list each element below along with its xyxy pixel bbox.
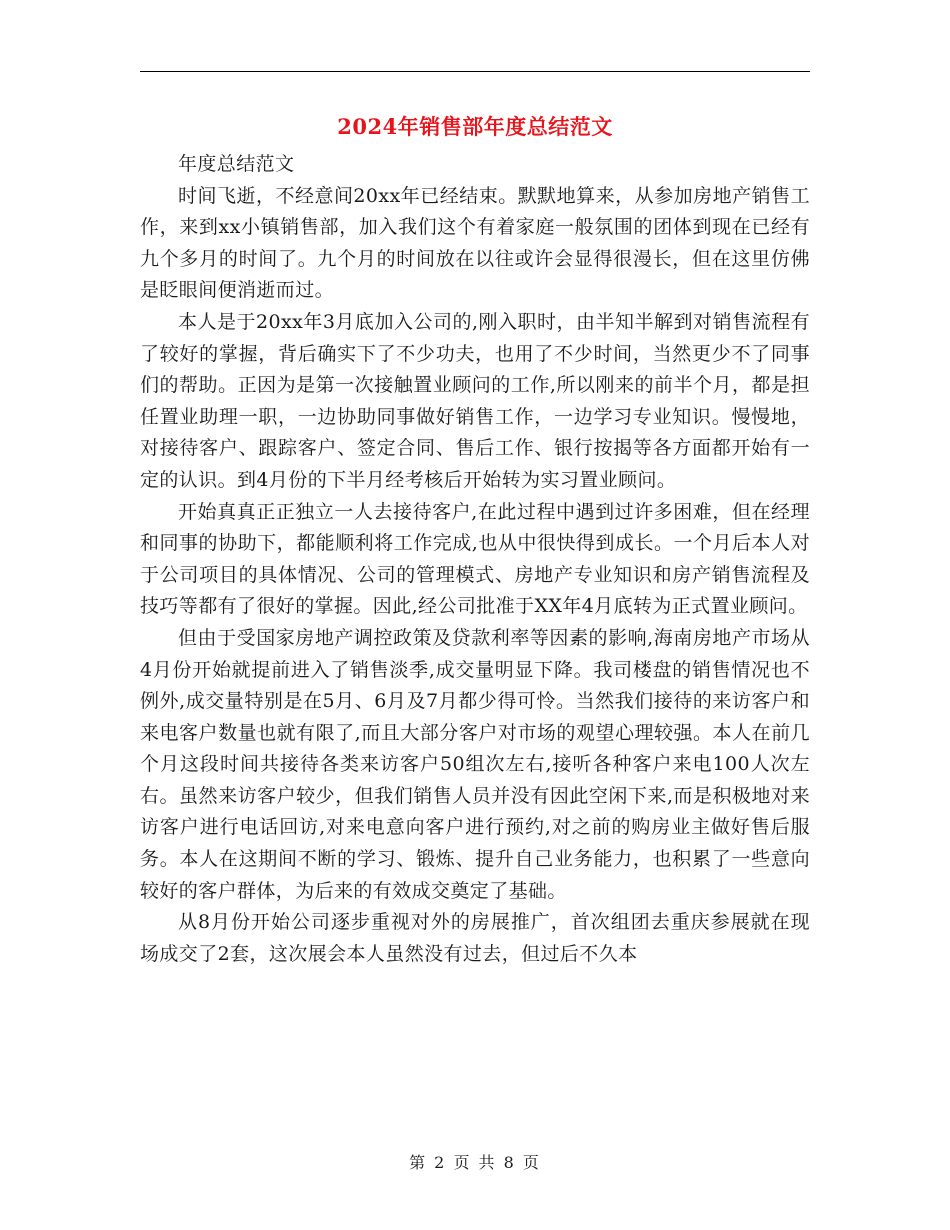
paragraph: 开始真真正正独立一人去接待客户,在此过程中遇到过许多困难，但在经理和同事的协助下，都能顺利将工作完成,也从中很快得到成长。一个月后本人对于公司项目的具体情况、公司的管理模式、房地产专业知识和房产销售流程及技巧等都有了很好的掌握。因此,经公司批准于XX年4月底转为正式置业顾问。 <box>140 500 810 618</box>
document-title: 2024年销售部年度总结范文 <box>337 114 613 139</box>
paragraph: 但由于受国家房地产调控政策及贷款利率等因素的影响,海南房地产市场从4月份开始就提前进入了销售淡季,成交量明显下降。我司楼盘的销售情况也不例外,成交量特别是在5月、6月及7月都少得可怜。当然我们接待的来访客户和来电客户数量也就有限了,而且大部分客户对市场的观望心理较强。本人在前几个月这段时间共接待各类来访客户50组次左右,接听各种客户来电100人次左右。虽然来访客户较少，但我们销售人员并没有因此空闲下来,而是积极地对来访客户进行电话回访,对来电意向客户进行预约,对之前的购房业主做好售后服务。本人在这期间不断的学习、锻炼、提升自己业务能力，也积累了一些意向较好的客户群体，为后来的有效成交奠定了基础。 <box>140 626 810 902</box>
document-body <box>140 149 810 970</box>
page-footer: 第 2 页 共 8 页 <box>409 1153 541 1172</box>
paragraph: 本人是于20xx年3月底加入公司的,刚入职时，由半知半解到对销售流程有了较好的掌握，背后确实下了不少功夫，也用了不少时间，当然更少不了同事们的帮助。正因为是第一次接触置业顾问的工作,所以刚来的前半个月，都是担任置业助理一职，一边协助同事做好销售工作，一边学习专业知识。慢慢地，对接待客户、跟踪客户、签定合同、售后工作、银行按揭等各方面都开始有一定的认识。到4月份的下半月经考核后开始转为实习置业顾问。 <box>140 310 810 491</box>
paragraph: 时间飞逝，不经意间20xx年已经结束。默默地算来，从参加房地产销售工作，来到xx小镇销售部，加入我们这个有着家庭一般氛围的团体到现在已经有九个多月的时间了。九个月的时间放在以往或许会显得很漫长，但在这里仿佛是眨眼间便消逝而过。 <box>140 184 810 302</box>
paragraph: 从8月份开始公司逐步重视对外的房展推广，首次组团去重庆参展就在现场成交了2套，这次展会本人虽然没有过去，但过后不久本 <box>140 911 810 965</box>
header-rule <box>140 71 810 72</box>
paragraph-subtitle: 年度总结范文 <box>178 153 295 175</box>
